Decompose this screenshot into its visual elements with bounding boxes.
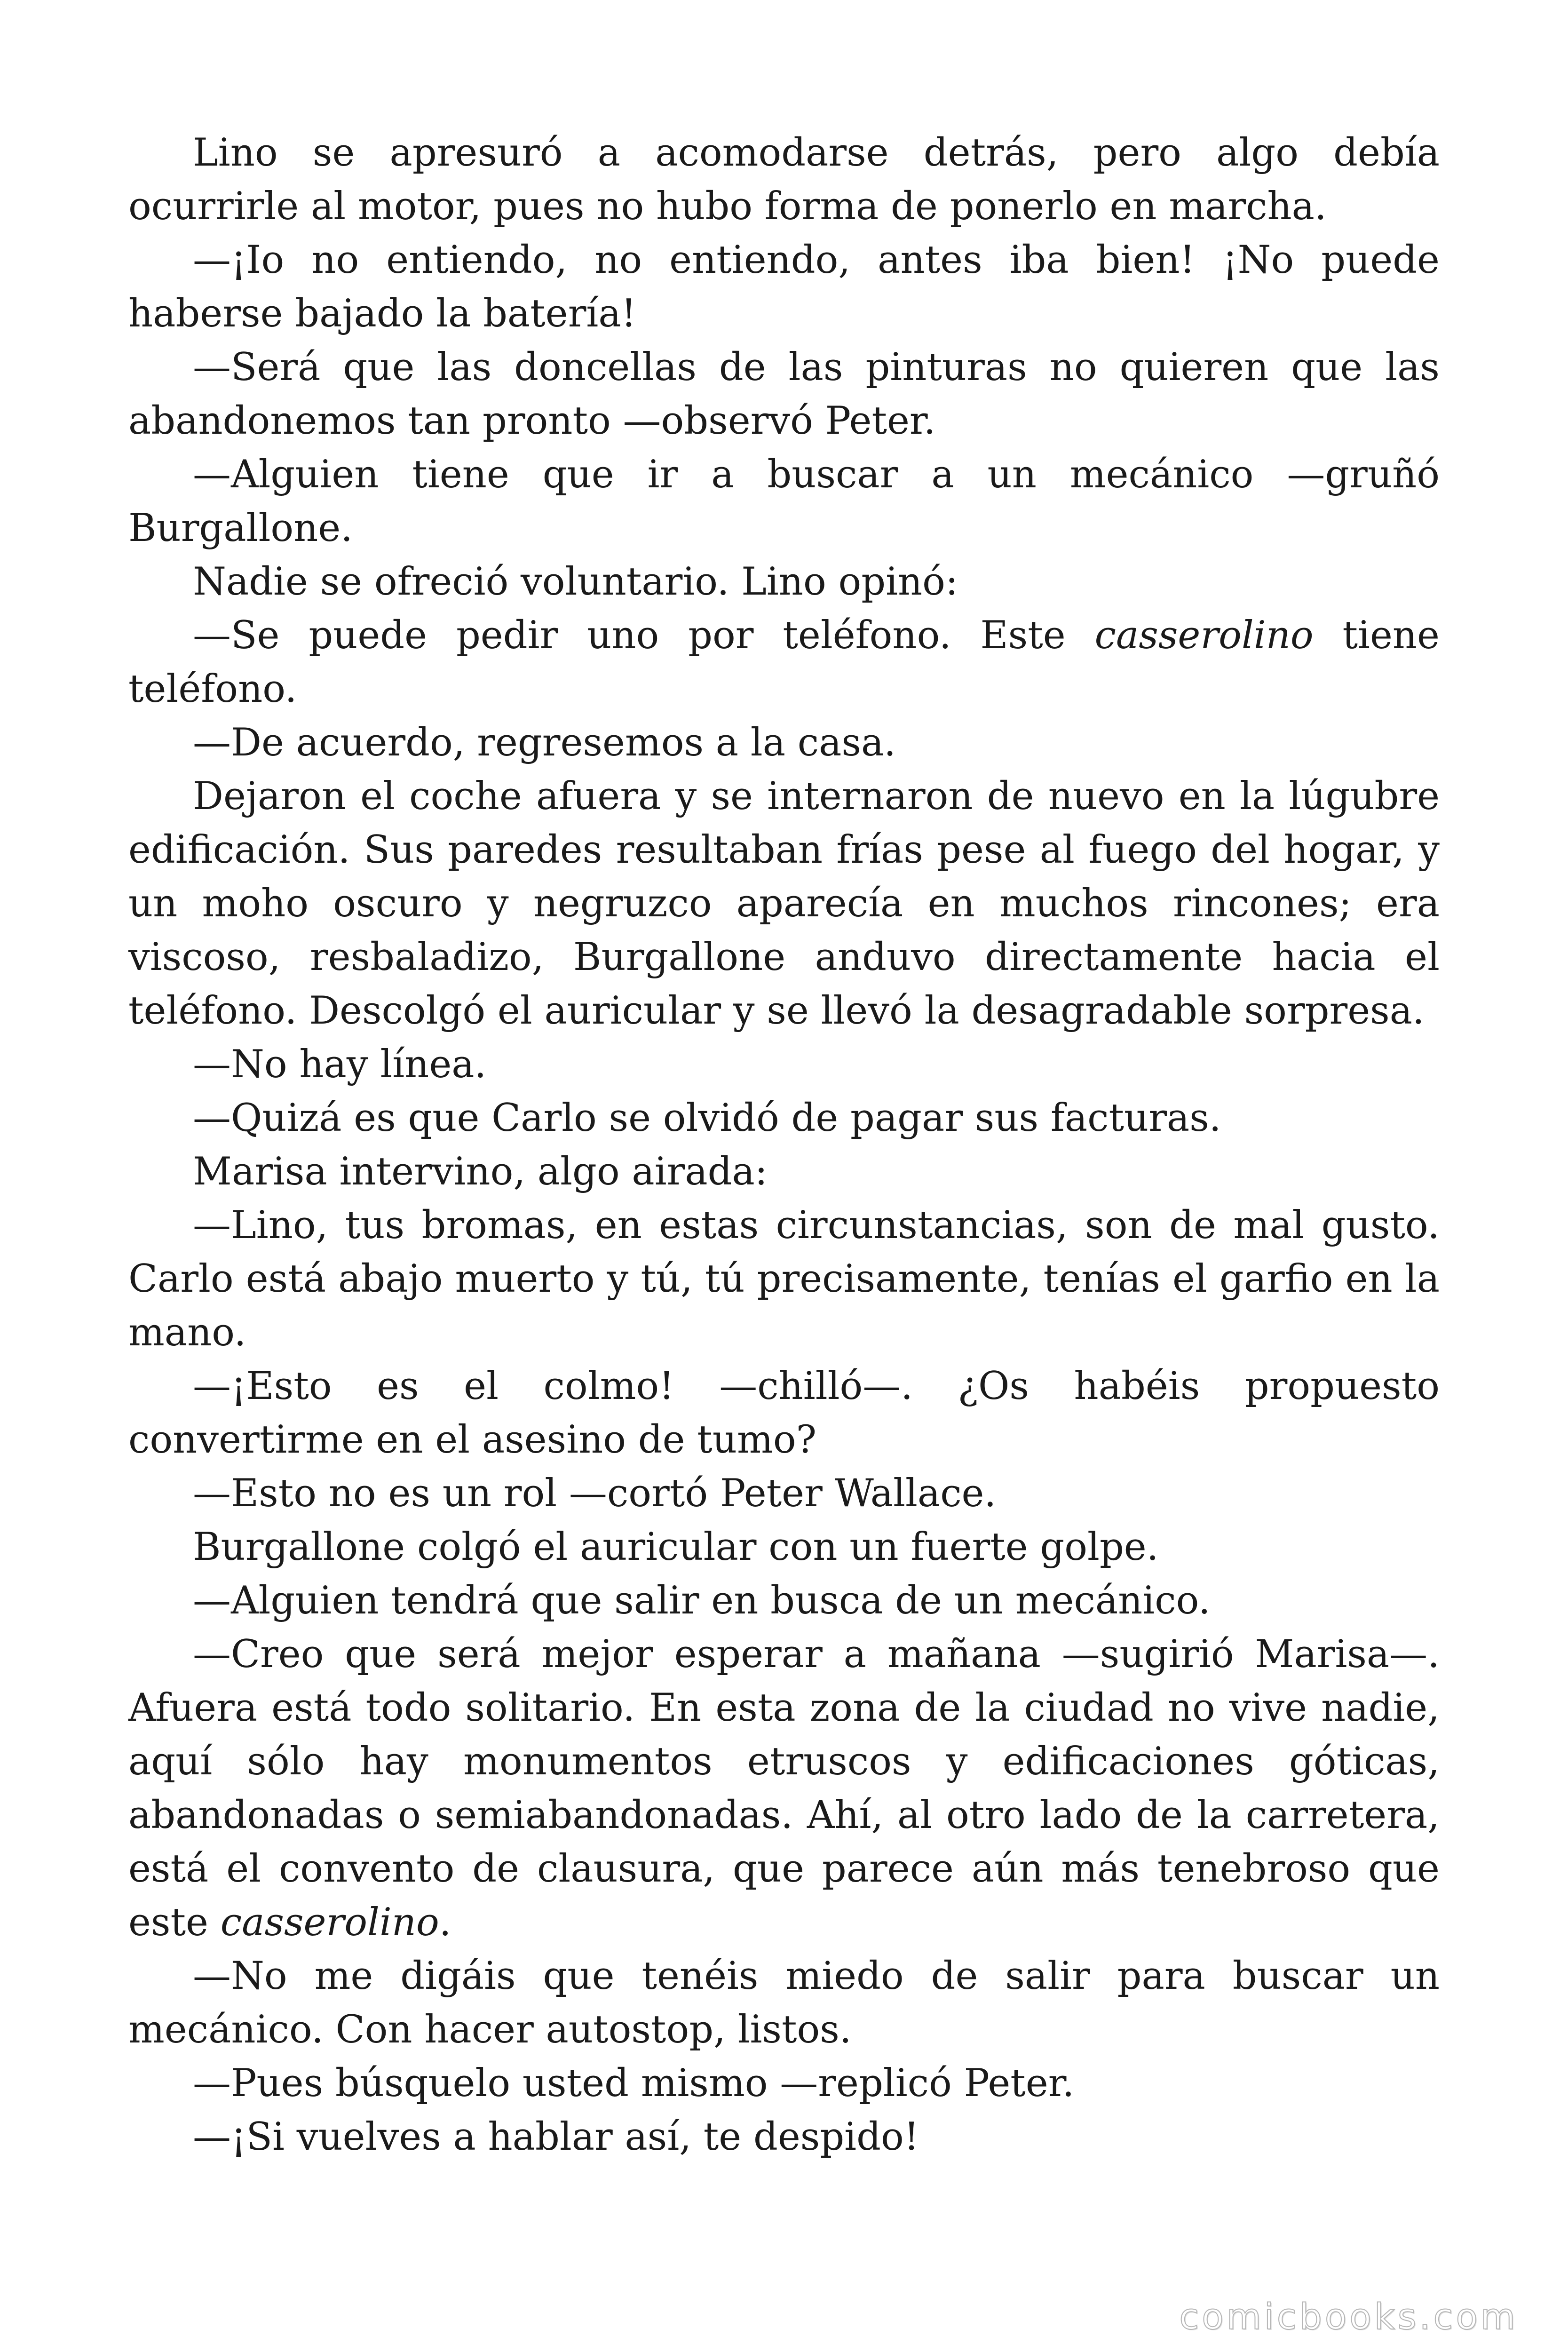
italic-word: casserolino <box>220 1900 439 1945</box>
italic-word: casserolino <box>1094 613 1314 658</box>
paragraph: —No me digáis que tenéis miedo de salir para buscar un mecánico. Con hacer autostop, listos. <box>128 1954 1440 2052</box>
paragraph: —Quizá es que Carlo se olvidó de pagar sus facturas. <box>193 1096 1221 1140</box>
paragraph: —Se puede pedir uno por teléfono. Este casserolino tiene teléfono. <box>128 613 1440 711</box>
paragraph: —No hay línea. <box>193 1042 487 1087</box>
paragraph: —Alguien tiene que ir a buscar a un mecánico —gruñó Burgallone. <box>128 453 1440 550</box>
paragraph: —Pues búsquelo usted mismo —replicó Peter. <box>193 2061 1075 2106</box>
paragraph: —De acuerdo, regresemos a la casa. <box>193 721 896 765</box>
paragraph: —Será que las doncellas de las pinturas no quieren que las abandonemos tan pronto —observó Peter. <box>128 345 1440 443</box>
paragraph: —¡Esto es el colmo! —chilló—. ¿Os habéis propuesto convertirme en el asesino de tumo? <box>128 1364 1440 1462</box>
paragraph: —Lino, tus bromas, en estas circunstancias, son de mal gusto. Carlo está abajo muerto y tú, tú precisamente, tenías el garfio en la mano. <box>128 1203 1440 1355</box>
paragraph: —Esto no es un rol —cortó Peter Wallace. <box>193 1471 997 1516</box>
paragraph: —Alguien tendrá que salir en busca de un mecánico. <box>193 1579 1211 1623</box>
paragraph: —¡Si vuelves a hablar así, te despido! <box>193 2115 919 2159</box>
body-text <box>128 126 1440 2164</box>
paragraph: Dejaron el coche afuera y se internaron de nuevo en la lúgubre edificación. Sus paredes resultaban frías pese al fuego del hogar, y un moho oscuro y negruzco aparecía en muchos rincones; era viscoso, resbaladizo, Burgallone anduvo directamente hacia el teléfono. Descolgó el auricular y se llevó la desagradable sorpresa. <box>128 774 1440 1033</box>
watermark: comicbooks.com <box>1179 2296 1518 2337</box>
paragraph: —¡Io no entiendo, no entiendo, antes iba bien! ¡No puede haberse bajado la batería! <box>128 238 1440 336</box>
paragraph: Nadie se ofreció voluntario. Lino opinó: <box>193 560 958 604</box>
paragraph: Marisa intervino, algo airada: <box>193 1150 768 1194</box>
paragraph: Lino se apresuró a acomodarse detrás, pero algo debía ocurrirle al motor, pues no hubo forma de ponerlo en marcha. <box>128 131 1440 229</box>
paragraph: —Creo que será mejor esperar a mañana —sugirió Marisa—. Afuera está todo solitario. En esta zona de la ciudad no vive nadie, aquí sólo hay monumentos etruscos y edificaciones góticas, abandonadas o semiabandonadas. Ahí, al otro lado de la carretera, está el convento de clausura, que parece aún más tenebroso que este casserolino. <box>128 1632 1440 1945</box>
paragraph: Burgallone colgó el auricular con un fuerte golpe. <box>193 1525 1159 1569</box>
